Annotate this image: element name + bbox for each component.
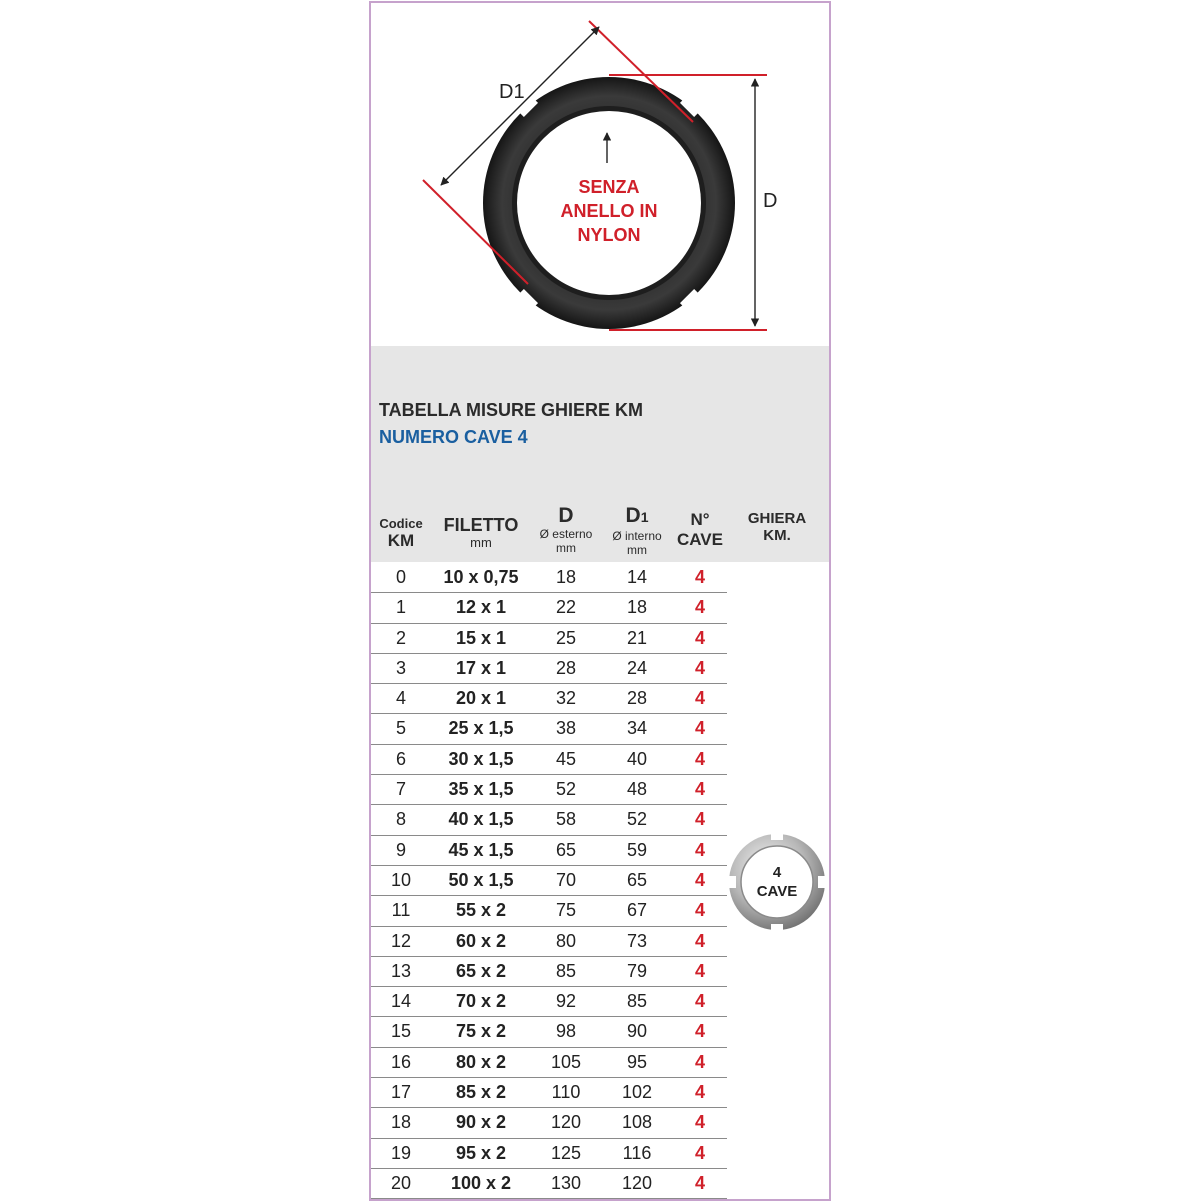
row-d: 45 — [555, 748, 577, 769]
table-subtitle: NUMERO CAVE 4 — [379, 427, 528, 447]
header-code-top: Codice — [379, 516, 423, 531]
row-thread: 75 x 2 — [455, 1021, 507, 1042]
row-d: 92 — [555, 991, 577, 1012]
row-cave: 4 — [694, 839, 705, 860]
table-row — [371, 1169, 727, 1199]
header-d1-unit: mm — [627, 543, 647, 557]
row-d1: 21 — [626, 627, 648, 648]
row-d1: 34 — [626, 718, 648, 739]
row-thread: 35 x 1,5 — [448, 779, 514, 800]
table-row — [371, 714, 727, 744]
row-d: 110 — [551, 1082, 581, 1103]
lock-nut-diagram — [371, 3, 829, 346]
row-d1: 18 — [626, 597, 648, 618]
row-thread: 95 x 2 — [455, 1142, 507, 1163]
table-row — [371, 563, 727, 593]
row-d1: 108 — [621, 1112, 653, 1133]
table-row — [371, 1078, 727, 1108]
row-d: 120 — [550, 1112, 582, 1133]
row-code: 19 — [390, 1142, 412, 1163]
header-cave-bottom: CAVE — [677, 530, 723, 549]
row-cave: 4 — [694, 718, 705, 739]
ghiera-badge-line1: 4 — [772, 864, 782, 881]
row-code: 3 — [395, 657, 406, 678]
row-d1: 40 — [626, 748, 648, 769]
row-d1: 95 — [626, 1051, 648, 1072]
row-cave: 4 — [694, 657, 705, 678]
header-thread-label: FILETTO — [443, 515, 519, 535]
row-cave: 4 — [694, 900, 705, 921]
table-row — [371, 1048, 727, 1078]
row-code: 9 — [395, 839, 406, 860]
header-d1 — [601, 502, 673, 562]
row-d1: 116 — [622, 1142, 652, 1163]
row-d1: 79 — [626, 960, 648, 981]
table-row — [371, 805, 727, 835]
row-d: 38 — [555, 718, 577, 739]
row-code: 20 — [390, 1172, 412, 1193]
row-d: 70 — [555, 869, 577, 890]
header-d1-main: D — [625, 504, 641, 527]
row-code: 5 — [395, 718, 406, 739]
row-cave: 4 — [694, 960, 705, 981]
row-code: 0 — [395, 567, 406, 587]
row-code: 6 — [395, 748, 406, 769]
row-thread: 65 x 2 — [455, 960, 507, 981]
table-header — [371, 502, 829, 562]
row-thread: 40 x 1,5 — [448, 809, 514, 830]
header-d-label: D — [558, 504, 574, 527]
row-cave: 4 — [694, 567, 705, 587]
row-d: 125 — [550, 1142, 582, 1163]
row-cave: 4 — [694, 991, 705, 1012]
table-row — [371, 593, 727, 623]
row-d1: 59 — [626, 839, 648, 860]
row-cave: 4 — [694, 779, 705, 800]
row-cave: 4 — [694, 1112, 705, 1133]
row-d: 52 — [555, 779, 577, 800]
row-d1: 52 — [626, 809, 648, 830]
d1-label: D1 — [499, 81, 525, 103]
table-row — [371, 1108, 727, 1138]
header-ghiera — [727, 502, 827, 562]
row-d: 105 — [550, 1051, 582, 1072]
ghiera-badge-line2: CAVE — [756, 883, 798, 900]
row-cave: 4 — [694, 597, 705, 618]
header-code-bottom: KM — [387, 531, 415, 550]
table-row — [371, 745, 727, 775]
row-code: 15 — [390, 1021, 412, 1042]
header-thread-unit: mm — [470, 535, 492, 550]
row-code: 1 — [395, 597, 406, 618]
row-d1: 14 — [626, 567, 648, 587]
row-thread: 45 x 1,5 — [448, 839, 514, 860]
row-thread: 60 x 2 — [455, 930, 507, 951]
row-d1: 102 — [621, 1082, 653, 1103]
row-code: 8 — [395, 809, 406, 830]
table-row — [371, 927, 727, 957]
note-line-2: ANELLO IN — [560, 201, 658, 221]
table-row — [371, 624, 727, 654]
table-row — [371, 775, 727, 805]
row-thread: 70 x 2 — [455, 991, 507, 1012]
row-cave: 4 — [694, 809, 705, 830]
row-cave: 4 — [694, 1021, 705, 1042]
table-row — [371, 836, 727, 866]
row-d: 65 — [555, 839, 577, 860]
row-code: 4 — [395, 688, 406, 709]
table-row — [371, 957, 727, 987]
row-cave: 4 — [694, 627, 705, 648]
row-cave: 4 — [694, 869, 705, 890]
table-row — [371, 896, 727, 926]
row-thread: 20 x 1 — [455, 688, 507, 709]
header-d-sub: Ø esterno — [539, 527, 593, 541]
row-cave: 4 — [694, 1082, 705, 1103]
datasheet-panel — [369, 1, 831, 1201]
table-row — [371, 684, 727, 714]
ghiera-badge — [727, 831, 827, 933]
table-title: TABELLA MISURE GHIERE KM — [379, 400, 643, 420]
note-line-3: NYLON — [577, 225, 641, 245]
row-d1: 120 — [621, 1172, 653, 1193]
row-thread: 90 x 2 — [455, 1112, 507, 1133]
row-thread: 100 x 2 — [450, 1172, 512, 1193]
table-row — [371, 1017, 727, 1047]
header-d — [531, 502, 601, 562]
row-d1: 73 — [626, 930, 648, 951]
table-row — [371, 987, 727, 1017]
header-d1-sub: Ø interno — [612, 529, 662, 543]
note-line-1: SENZA — [578, 177, 640, 197]
header-ghiera-top: GHIERA — [747, 510, 807, 527]
row-thread: 25 x 1,5 — [448, 718, 514, 739]
d-label: D — [763, 190, 778, 212]
row-cave: 4 — [694, 748, 705, 769]
row-cave: 4 — [694, 930, 705, 951]
header-ghiera-bottom: KM. — [763, 527, 791, 544]
row-thread: 80 x 2 — [455, 1051, 507, 1072]
row-thread: 15 x 1 — [455, 627, 507, 648]
header-cave — [673, 502, 727, 562]
row-d: 22 — [555, 597, 577, 618]
header-thread — [431, 502, 531, 562]
row-d1: 48 — [626, 779, 648, 800]
row-d: 80 — [555, 930, 577, 951]
row-d1: 90 — [626, 1021, 648, 1042]
row-code: 18 — [390, 1112, 412, 1133]
row-thread: 30 x 1,5 — [448, 748, 514, 769]
row-d1: 67 — [626, 900, 648, 921]
table-row — [371, 654, 727, 684]
row-cave: 4 — [694, 688, 705, 709]
row-code: 2 — [395, 627, 406, 648]
row-d1: 28 — [626, 688, 648, 709]
row-thread: 12 x 1 — [455, 597, 507, 618]
table-row — [371, 866, 727, 896]
row-code: 10 — [390, 869, 412, 890]
title-band — [371, 346, 829, 502]
row-d1: 24 — [626, 657, 648, 678]
row-d: 18 — [555, 567, 577, 587]
row-d: 75 — [555, 900, 577, 921]
row-code: 12 — [390, 930, 412, 951]
row-code: 16 — [390, 1051, 412, 1072]
table-row — [371, 1139, 727, 1169]
header-d1-index: 1 — [640, 509, 649, 525]
row-code: 7 — [395, 779, 406, 800]
table-body — [371, 563, 727, 1199]
header-d-unit: mm — [556, 541, 576, 555]
row-d: 98 — [555, 1021, 577, 1042]
row-d: 25 — [555, 627, 577, 648]
row-code: 13 — [390, 960, 412, 981]
row-thread: 50 x 1,5 — [448, 869, 514, 890]
row-code: 14 — [390, 991, 412, 1012]
row-thread: 55 x 2 — [455, 900, 507, 921]
row-d: 58 — [555, 809, 577, 830]
row-d1: 85 — [626, 991, 648, 1012]
header-d1-label — [601, 505, 673, 529]
header-code — [371, 502, 431, 562]
row-code: 11 — [391, 900, 411, 921]
row-thread: 85 x 2 — [455, 1082, 507, 1103]
row-d: 32 — [555, 688, 577, 709]
header-cave-top: N° — [690, 510, 710, 529]
row-d: 130 — [550, 1172, 582, 1193]
row-thread: 17 x 1 — [455, 657, 507, 678]
row-d: 85 — [555, 960, 577, 981]
row-cave: 4 — [694, 1172, 705, 1193]
row-d: 28 — [555, 657, 577, 678]
row-code: 17 — [390, 1082, 412, 1103]
row-cave: 4 — [694, 1142, 705, 1163]
row-d1: 65 — [626, 869, 648, 890]
row-thread: 10 x 0,75 — [443, 567, 519, 587]
row-cave: 4 — [694, 1051, 705, 1072]
